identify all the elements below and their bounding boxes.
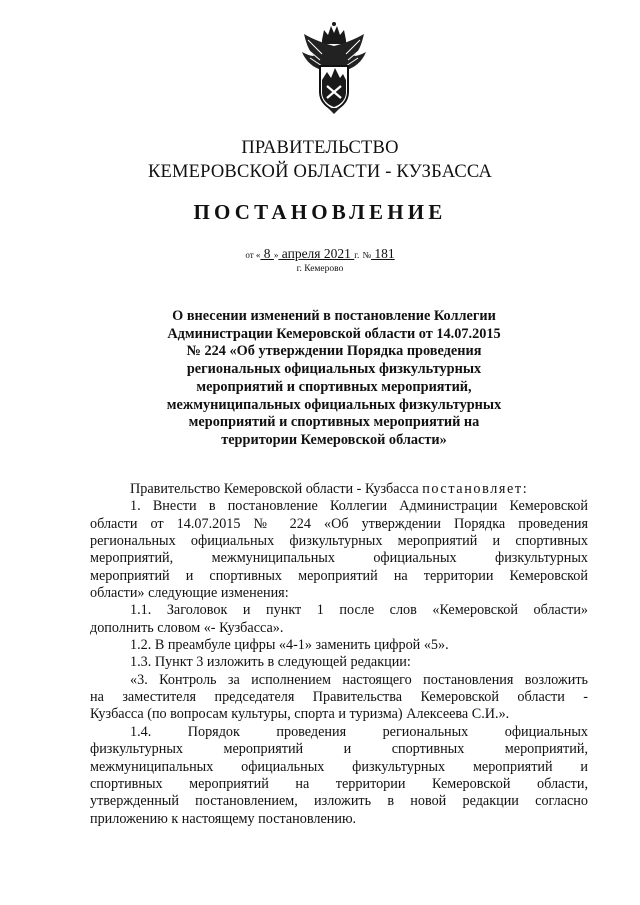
paragraph-1-line: мероприятий, межмуниципальных официальных физкультурных: [90, 550, 588, 567]
paragraph-1-4-line: утвержденный постановлением, изложить в новой редакции согласно: [90, 793, 588, 810]
decree-title: [130, 308, 538, 450]
title-line: О внесении изменений в постановление Коллегии: [172, 308, 496, 324]
city-name: г. Кемерово: [296, 264, 344, 274]
paragraph-1-line: мероприятий и спортивных мероприятий на территории Кемеровской: [90, 567, 588, 584]
paragraph-1-4-line: межмуниципальных официальных физкультурных мероприятий и: [90, 758, 588, 775]
title-line: № 224 «Об утверждении Порядка проведения: [186, 343, 482, 360]
quoted-paragraph-3-line: на заместителя председателя Правительства Кемеровской области -: [90, 689, 588, 706]
decree-body: [90, 481, 588, 828]
paragraph-1-4-line: физкультурных мероприятий и спортивных мероприятий,: [90, 741, 588, 758]
government-name-line-1: ПРАВИТЕЛЬСТВО: [241, 138, 399, 158]
coat-of-arms-icon: [296, 20, 372, 114]
date-quote-close: »: [273, 250, 279, 260]
title-line: мероприятий и спортивных мероприятий на: [188, 414, 480, 431]
document-type-heading: ПОСТАНОВЛЕНИЕ: [193, 200, 447, 224]
decree-day: 8: [260, 246, 274, 261]
title-line: Администрации Кемеровской области от 14.07.2015: [167, 325, 501, 342]
paragraph-1-line: 1. Внести в постановление Коллегии Администрации Кемеровской: [130, 498, 588, 515]
preamble: [90, 481, 588, 498]
paragraph-1-1-line: 1.1. Заголовок и пункт 1 после слов «Кемеровской области»: [130, 602, 588, 619]
title-line: мероприятий и спортивных мероприятий,: [196, 378, 472, 395]
title-line: межмуниципальных официальных физкультурных: [166, 396, 502, 413]
paragraph-1-1-line: дополнить словом «- Кузбасса».: [90, 619, 284, 636]
preamble-verb: постановляет:: [422, 481, 529, 497]
paragraph-1-2: 1.2. В преамбуле цифры «4-1» заменить цифрой «5».: [130, 637, 449, 654]
quoted-paragraph-3-line: Кузбасса (по вопросам культуры, спорта и туризма) Алексеева С.И.».: [90, 706, 510, 723]
decree-month-year: апреля 2021: [278, 246, 355, 261]
year-suffix: г.: [354, 250, 360, 260]
title-line: территории Кемеровской области»: [221, 431, 447, 448]
paragraph-1-line: области от 14.07.2015 № 224 «Об утверждении Порядка проведения: [90, 515, 588, 532]
preamble-text: Правительство Кемеровской области - Кузбасса: [130, 481, 423, 497]
title-line: региональных официальных физкультурных: [186, 361, 482, 378]
quoted-paragraph-3-line: «3. Контроль за исполнением настоящего постановления возложить: [130, 671, 588, 688]
paragraph-1-line: региональных официальных физкультурных мероприятий и спортивных: [90, 533, 588, 550]
paragraph-1-4-line: спортивных мероприятий на территории Кемеровской области,: [90, 775, 588, 792]
paragraph-1-3: 1.3. Пункт 3 изложить в следующей редакции:: [130, 654, 411, 671]
paragraph-1-4-line: 1.4. Порядок проведения региональных официальных: [130, 723, 588, 740]
date-prefix: от «: [245, 250, 261, 260]
decree-date-number: [0, 246, 640, 263]
paragraph-1-4-line: приложению к настоящему постановлению.: [90, 810, 357, 827]
number-label: №: [362, 250, 372, 260]
paragraph-1-line: области» следующие изменения:: [90, 585, 289, 602]
decree-number: 181: [371, 246, 395, 261]
government-name-line-2: КЕМЕРОВСКОЙ ОБЛАСТИ - КУЗБАССА: [147, 162, 493, 182]
